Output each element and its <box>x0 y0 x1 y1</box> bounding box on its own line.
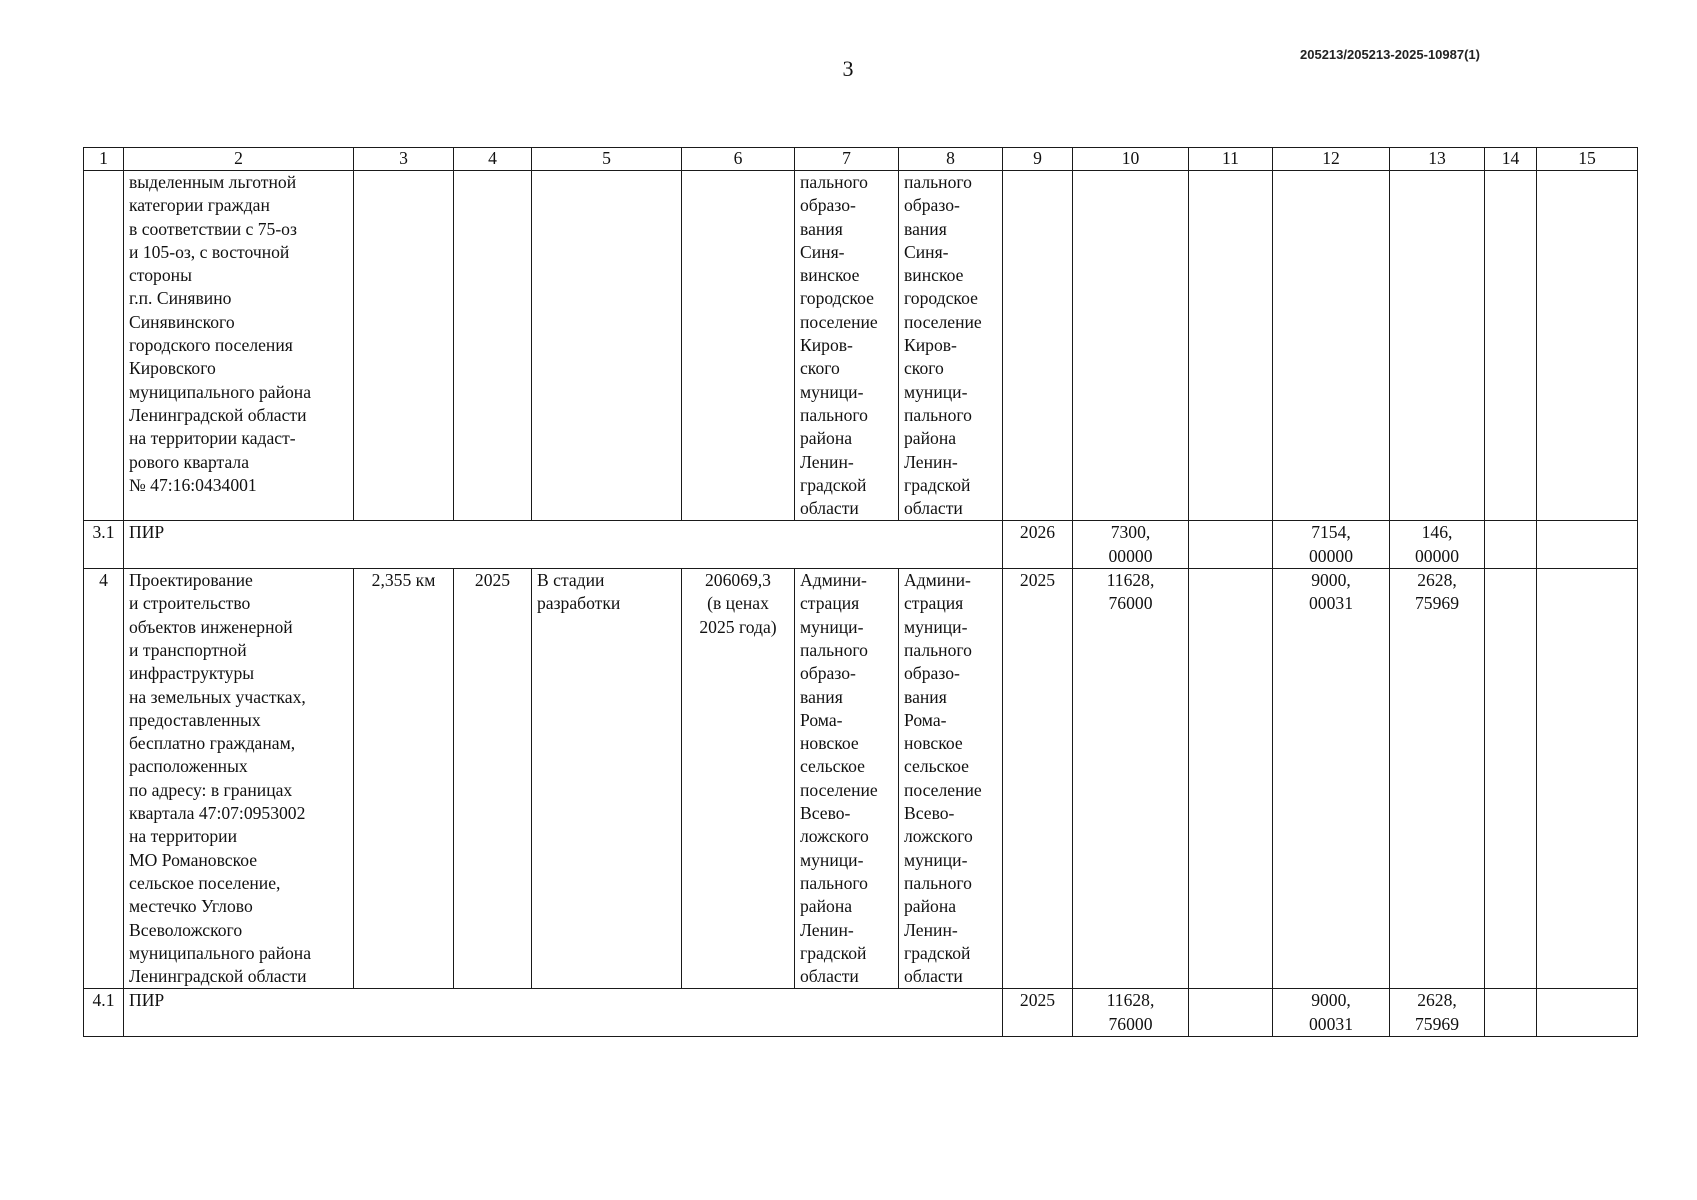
document-code: 205213/205213-2025-10987(1) <box>1300 47 1480 62</box>
cell-line: Ленинградской области <box>129 966 307 987</box>
cell-line: муниципального района <box>129 381 312 402</box>
page-number: 3 <box>842 56 854 81</box>
cell-line: (в ценах <box>707 593 769 614</box>
cell-line: муници- <box>800 849 864 870</box>
year-cell: 2025 <box>1003 569 1073 989</box>
cell-line: области <box>800 966 859 987</box>
cell-line: района <box>904 428 957 449</box>
header-cell: 12 <box>1273 148 1390 171</box>
cell-line: бесплатно гражданам, <box>129 733 296 754</box>
cell-line: муници- <box>800 381 864 402</box>
design-status-cell <box>532 569 682 989</box>
local-amount-cell <box>1390 521 1485 569</box>
row-number-cell: 4.1 <box>84 989 124 1037</box>
cell-line: на земельных участках, <box>129 686 306 707</box>
header-cell: 1 <box>84 148 124 171</box>
cell-line: пального <box>904 404 972 425</box>
cell-line: образо- <box>800 663 856 684</box>
cell-line: района <box>904 896 957 917</box>
cell-line: 9000, <box>1311 570 1351 591</box>
developer-cell <box>899 171 1003 521</box>
cell-line: г.п. Синявино <box>129 288 232 309</box>
cell-line: Админи- <box>904 570 971 591</box>
cell-line: 7154, <box>1311 522 1351 543</box>
cell-line: Рома- <box>800 709 843 730</box>
cell-line: Ленин- <box>800 451 854 472</box>
cell-line: сельское <box>800 756 865 777</box>
cell-line: области <box>904 498 963 519</box>
local-amount-cell <box>1390 569 1485 989</box>
customer-cell <box>795 569 899 989</box>
cell-line: района <box>800 896 853 917</box>
cell-line: разработки <box>537 593 621 614</box>
header-cell: 10 <box>1073 148 1189 171</box>
regional-amount-cell <box>1273 989 1390 1037</box>
cell-line: муници- <box>904 849 968 870</box>
developer-cell <box>899 569 1003 989</box>
cell-line: пального <box>904 172 972 192</box>
cell-line: 2628, <box>1417 570 1457 591</box>
cell-line: 76000 <box>1108 1013 1153 1034</box>
cell-line: муници- <box>904 616 968 637</box>
year-cell: 2026 <box>1003 521 1073 569</box>
cell-line: 11628, <box>1106 570 1155 591</box>
cell-line: поселение <box>800 779 878 800</box>
cell-line: Рома- <box>904 709 947 730</box>
total-amount-cell <box>1073 569 1189 989</box>
cell-line: Синя- <box>800 241 845 262</box>
header-cell: 3 <box>354 148 454 171</box>
cell-line: градской <box>800 942 867 963</box>
cell-line: пального <box>800 639 868 660</box>
cell-line: градской <box>904 474 971 495</box>
table-row-4 <box>84 569 1638 989</box>
cell-line: предоставленных <box>129 709 261 730</box>
cell-line: категории граждан <box>129 195 270 216</box>
cell-line: Ленин- <box>904 451 958 472</box>
header-cell: 15 <box>1537 148 1638 171</box>
cell-line: ложского <box>904 826 973 847</box>
cell-line: 00031 <box>1309 1013 1353 1034</box>
cell-line: 146, <box>1421 522 1453 543</box>
header-cell: 14 <box>1485 148 1537 171</box>
cell-line: 75969 <box>1415 593 1459 614</box>
cell-line: поселение <box>800 311 878 332</box>
cell-line: на территории кадаст- <box>129 428 296 449</box>
cell-line: Киров- <box>800 335 853 356</box>
cell-line: Проектирование <box>129 570 253 591</box>
cell-line: МО Романовское <box>129 849 258 870</box>
cell-line: городского поселения <box>129 335 293 356</box>
cell-line: объектов инженерной <box>129 616 293 637</box>
total-amount-cell <box>1073 521 1189 569</box>
stage-name-cell: ПИР <box>124 989 1003 1037</box>
cell-line: В стадии <box>537 570 605 591</box>
year-cell: 2025 <box>1003 989 1073 1037</box>
cell-line: на территории <box>129 826 238 847</box>
header-cell: 2 <box>124 148 354 171</box>
cell-line: 00000 <box>1108 545 1153 566</box>
start-year-cell: 2025 <box>454 569 532 989</box>
header-cell: 8 <box>899 148 1003 171</box>
cell-line: Синя- <box>904 241 949 262</box>
cell-line: муници- <box>800 616 864 637</box>
table-row-continuation <box>84 171 1638 521</box>
cell-line: № 47:16:0434001 <box>129 474 257 495</box>
cell-line: Ленин- <box>800 919 854 940</box>
cell-line: 75969 <box>1415 1013 1459 1034</box>
header-cell: 9 <box>1003 148 1073 171</box>
cell-line: и транспортной <box>129 639 247 660</box>
cell-line: образо- <box>904 195 960 216</box>
cell-line: вания <box>800 686 843 707</box>
cell-line: сельское поселение, <box>129 872 281 893</box>
cell-line: области <box>904 966 963 987</box>
cell-line: муници- <box>904 381 968 402</box>
cell-line: городское <box>904 288 978 309</box>
object-name-cell <box>124 569 354 989</box>
regional-amount-cell <box>1273 521 1390 569</box>
cell-line: в соответствии с 75-оз <box>129 218 297 239</box>
header-cell: 7 <box>795 148 899 171</box>
cell-line: вания <box>904 218 947 239</box>
capacity-cell: 2,355 км <box>354 569 454 989</box>
cell-line: стороны <box>129 265 192 286</box>
cell-line: Киров- <box>904 335 957 356</box>
cell-line: 206069,3 <box>705 570 771 591</box>
cell-line: страция <box>800 593 860 614</box>
cell-line: 2628, <box>1417 990 1457 1011</box>
regional-amount-cell <box>1273 569 1390 989</box>
row-number-cell: 4 <box>84 569 124 989</box>
cell-line: Ленин- <box>904 919 958 940</box>
cell-line: Кировского <box>129 358 216 379</box>
cell-line: Всево- <box>800 803 851 824</box>
table-header-row <box>84 148 1638 171</box>
table-row-4-1 <box>84 989 1638 1037</box>
cell-line: инфраструктуры <box>129 663 255 684</box>
cell-line: рового квартала <box>129 451 250 472</box>
cell-line: образо- <box>800 195 856 216</box>
cell-line: Всеволожского <box>129 919 243 940</box>
cell-line: и строительство <box>129 593 251 614</box>
cell-line: поселение <box>904 779 982 800</box>
cell-line: новское <box>904 733 963 754</box>
cell-line: 00000 <box>1309 545 1353 566</box>
cell-line: местечко Углово <box>129 896 253 917</box>
cell-line: страция <box>904 593 964 614</box>
cell-line: ского <box>800 358 840 379</box>
table-row-3-1 <box>84 521 1638 569</box>
cell-line: образо- <box>904 663 960 684</box>
cell-line: района <box>800 428 853 449</box>
cell-line: 9000, <box>1311 990 1351 1011</box>
cell-line: градской <box>904 942 971 963</box>
cell-line: муниципального района <box>129 942 312 963</box>
cell-line: и 105-оз, с восточной <box>129 241 290 262</box>
cell-line: 2025 года) <box>699 616 777 637</box>
cell-line: 00000 <box>1415 545 1459 566</box>
cell-line: сельское <box>904 756 969 777</box>
header-cell: 6 <box>682 148 795 171</box>
cell-line: пального <box>800 172 868 192</box>
cell-line: пального <box>904 639 972 660</box>
cell-line: Админи- <box>800 570 867 591</box>
cell-line: градской <box>800 474 867 495</box>
cell-line: пального <box>800 872 868 893</box>
cell-line: расположенных <box>129 756 248 777</box>
cell-line: пального <box>800 404 868 425</box>
cell-line: 00031 <box>1309 593 1353 614</box>
header-cell: 5 <box>532 148 682 171</box>
cell-line: 11628, <box>1106 990 1155 1011</box>
cell-line: по адресу: в границах <box>129 779 293 800</box>
total-amount-cell <box>1073 989 1189 1037</box>
cell-line: Ленинградской области <box>129 404 307 425</box>
cell-line: винское <box>800 265 860 286</box>
header-cell: 13 <box>1390 148 1485 171</box>
local-amount-cell <box>1390 989 1485 1037</box>
cell-line: 7300, <box>1110 522 1151 543</box>
header-cell: 4 <box>454 148 532 171</box>
cell-line: пального <box>904 872 972 893</box>
cell-line: области <box>800 498 859 519</box>
row-number-cell: 3.1 <box>84 521 124 569</box>
cell-line: ложского <box>800 826 869 847</box>
customer-cell <box>795 171 899 521</box>
cell-line: Синявинского <box>129 311 235 332</box>
object-name-cell <box>124 171 354 521</box>
cell-line: ского <box>904 358 944 379</box>
cell-line: городское <box>800 288 874 309</box>
cell-line: новское <box>800 733 859 754</box>
data-table <box>83 147 1638 1037</box>
cell-line: выделенным льготной <box>129 172 297 192</box>
cell-line: 76000 <box>1108 593 1153 614</box>
cell-line: квартала 47:07:0953002 <box>129 803 306 824</box>
cell-line: вания <box>904 686 947 707</box>
cell-line: Всево- <box>904 803 955 824</box>
cell-line: винское <box>904 265 964 286</box>
cell-line: вания <box>800 218 843 239</box>
estimated-cost-cell <box>682 569 795 989</box>
header-cell: 11 <box>1189 148 1273 171</box>
stage-name-cell: ПИР <box>124 521 1003 569</box>
cell-line: поселение <box>904 311 982 332</box>
